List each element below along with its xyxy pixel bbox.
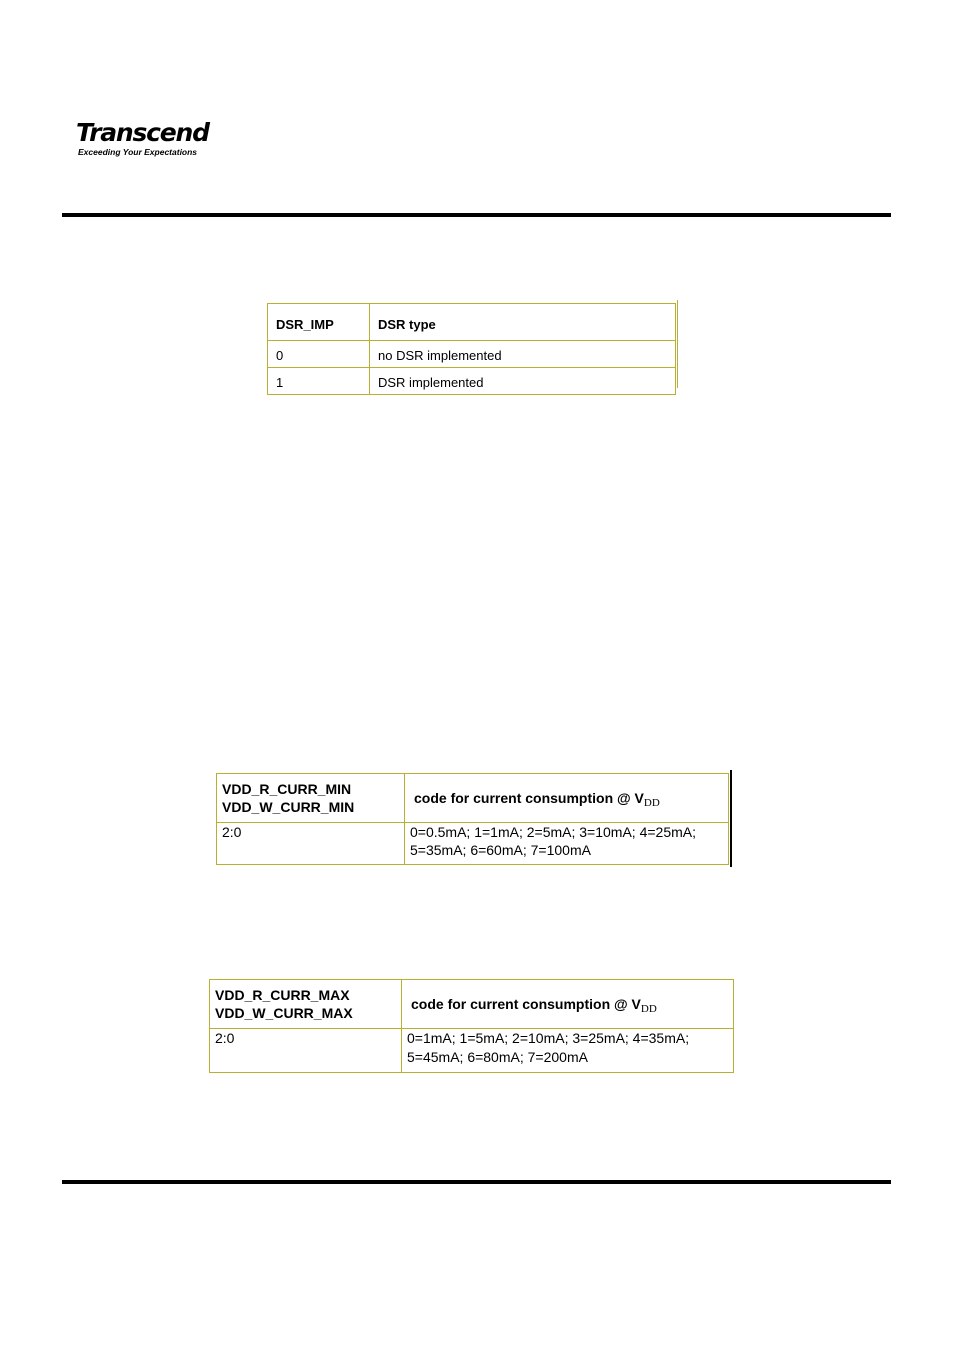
codes-line: 0=1mA; 1=5mA; 2=10mA; 3=25mA; 4=35mA; [407,1030,690,1046]
header-rule [62,213,891,217]
logo-tagline: Exceeding Your Expectations [78,147,198,157]
header-name-read: VDD_R_CURR_MIN [222,781,352,797]
codes-line: 5=45mA; 6=80mA; 7=200mA [407,1049,588,1065]
table-edge-line [730,770,732,867]
header-desc-text: code for current consumption @ V [414,790,644,806]
table-row [268,341,676,368]
header-desc-text: code for current consumption @ V [411,996,641,1012]
curr-max-table [209,979,734,1073]
table-cell: no DSR implemented [370,341,676,368]
table-row [268,368,676,395]
header-cell-names [210,980,402,1029]
table-cell-codes [405,823,729,865]
header-name-read: VDD_R_CURR_MAX [215,987,350,1003]
header-cell-names [217,774,405,823]
transcend-logo [76,118,216,162]
table-row [210,1029,734,1073]
table-header-row [210,980,734,1029]
table-row [217,823,729,865]
table-cell-bits: 2:0 [217,823,405,865]
header-cell-desc [405,774,729,823]
table-header-row [217,774,729,823]
curr-min-table [216,773,729,865]
codes-line: 5=35mA; 6=60mA; 7=100mA [410,842,591,858]
vdd-subscript: DD [640,1003,657,1015]
table-header-row [268,304,676,341]
table-cell: DSR implemented [370,368,676,395]
header-name-write: VDD_W_CURR_MIN [222,799,355,815]
table-cell: 0 [268,341,370,368]
codes-line: 0=0.5mA; 1=1mA; 2=5mA; 3=10mA; 4=25mA; [410,824,696,840]
vdd-subscript: DD [643,797,660,809]
table-cell-bits: 2:0 [210,1029,402,1073]
header-cell: DSR type [370,304,676,341]
table-edge-line [677,300,678,388]
dsr-table [267,303,676,395]
logo-wordmark: Transcend [76,118,209,147]
table-cell-codes [402,1029,734,1073]
header-cell-desc [402,980,734,1029]
header-name-write: VDD_W_CURR_MAX [215,1005,353,1021]
footer-rule [62,1180,891,1184]
table-cell: 1 [268,368,370,395]
header-cell: DSR_IMP [268,304,370,341]
